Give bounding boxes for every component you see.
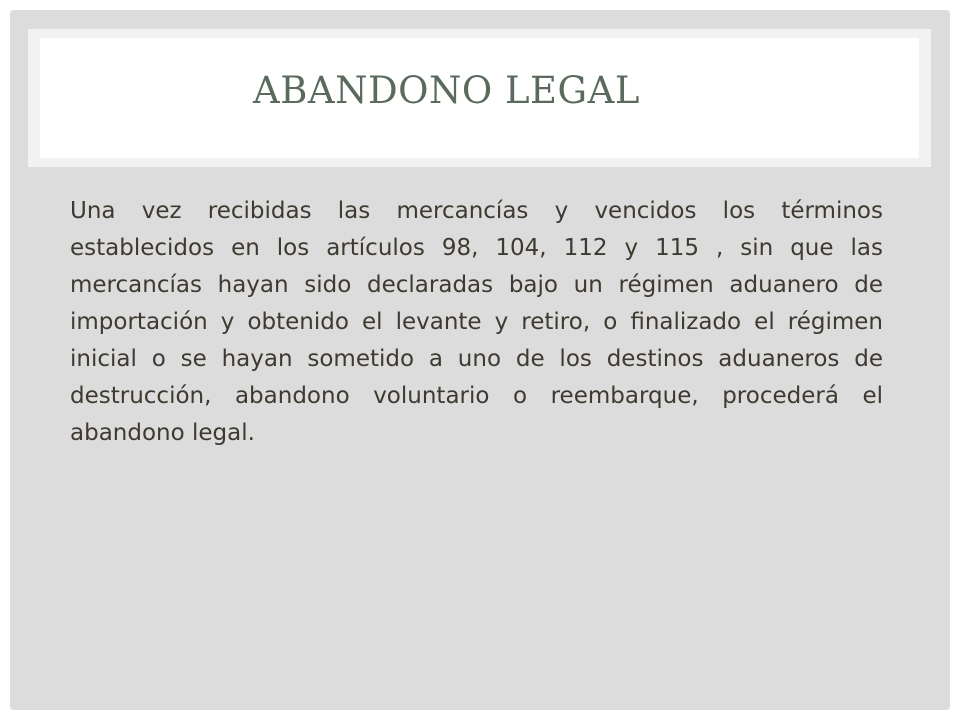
slide (10, 10, 950, 710)
slide-body-text: Una vez recibidas las mercancías y vencidos los términos establecidos en los artículos 98, 104, 112 y 115 , sin que las mercancías hayan sido declaradas bajo un régimen aduanero de importación y obtenido el levante y retiro, o finalizado el régimen inicial o se hayan sometido a uno de los destinos aduaneros de destrucción, abandono voluntario o reembarque, procederá el abandono legal. (70, 198, 883, 446)
slide-title: ABANDONO LEGAL (253, 69, 640, 112)
